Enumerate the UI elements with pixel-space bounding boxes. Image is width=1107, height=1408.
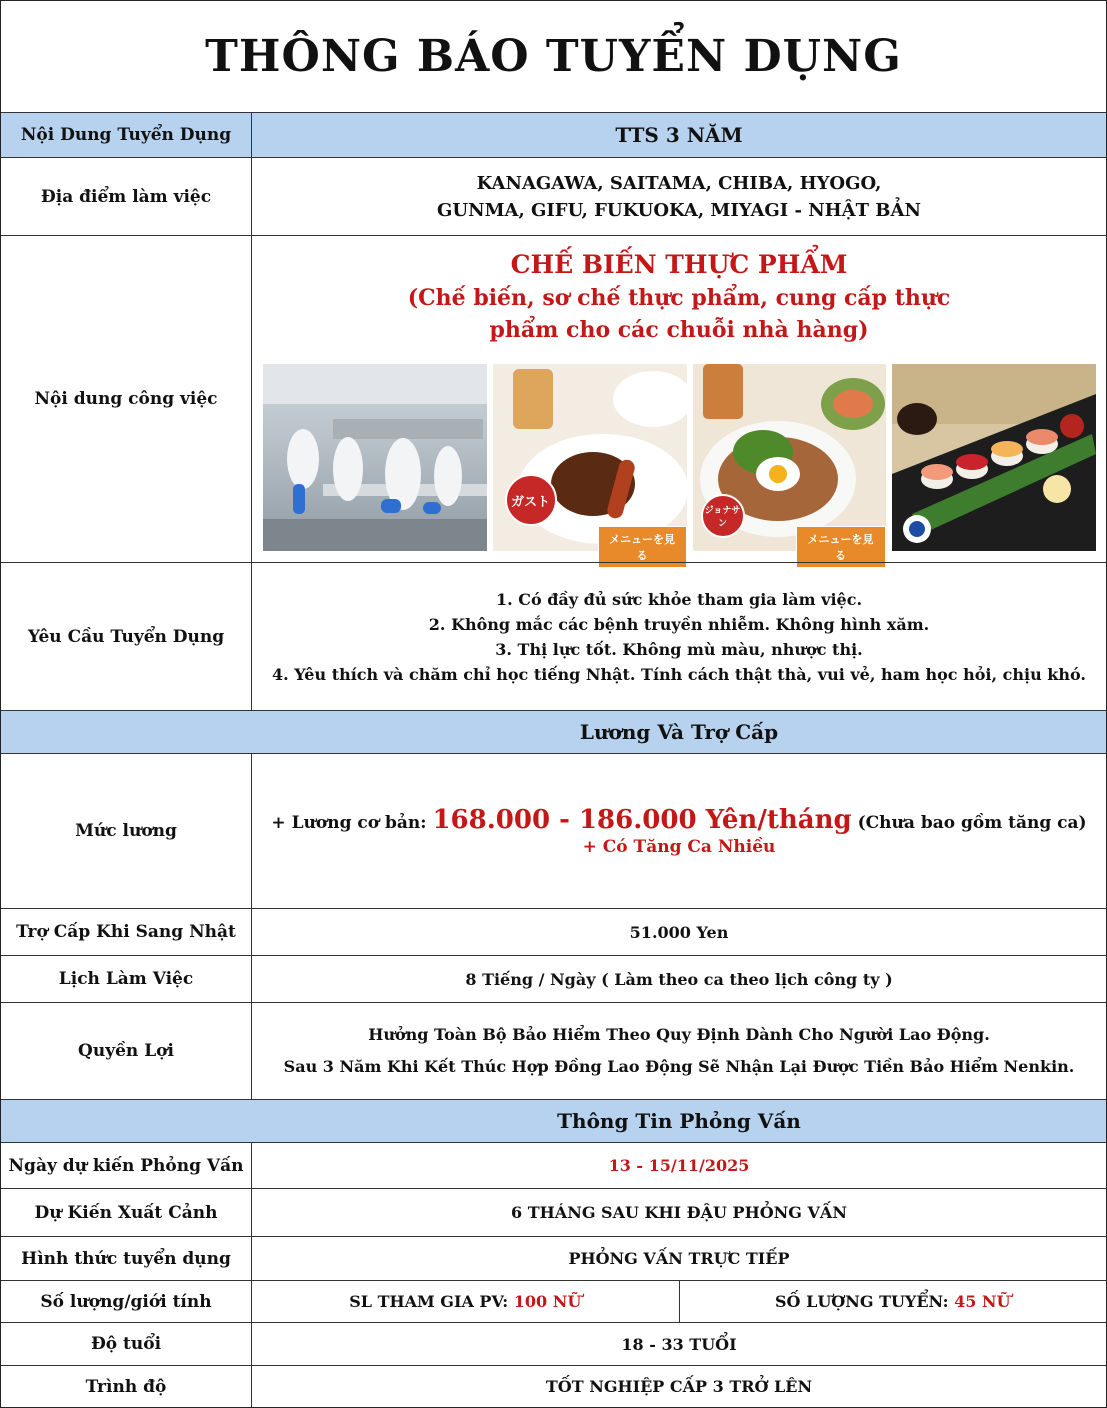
salary-header: Lương Và Trợ Cấp (252, 711, 1106, 753)
jonathan-logo: ジョナサン (701, 494, 745, 538)
location-line-2: GUNMA, GIFU, FUKUOKA, MIYAGI - NHẬT BẢN (437, 199, 921, 221)
sushi-photo (892, 364, 1096, 551)
job-photos (263, 364, 1096, 562)
requirement-item: 2. Không mắc các bệnh truyền nhiễm. Không hình xăm. (428, 614, 930, 634)
salary-line (271, 805, 1086, 835)
salary-header-blank (1, 711, 252, 753)
requirement-item: 3. Thị lực tốt. Không mù màu, nhược thị. (495, 639, 863, 659)
row-interview-date (1, 1142, 1106, 1188)
requirements-label: Yêu Cầu Tuyển Dụng (1, 563, 252, 710)
menu-tag-1: メニューを見る (598, 526, 687, 568)
salary-amount: 168.000 - 186.000 Yên/tháng (432, 805, 852, 835)
job-subtitle-2: phẩm cho các chuỗi nhà hàng) (489, 317, 869, 343)
benefits-value (252, 1003, 1106, 1099)
row-recruit-form (1, 1236, 1106, 1280)
participants-label: SL THAM GIA PV: (349, 1292, 509, 1311)
rice-bowl-photo (693, 364, 886, 562)
quantity-label: Số lượng/giới tính (1, 1281, 252, 1322)
salary-prefix: + Lương cơ bản: (271, 813, 433, 833)
row-salary-header (1, 710, 1106, 753)
recruit-label: Nội Dung Tuyển Dụng (1, 113, 252, 157)
row-departure (1, 1188, 1106, 1236)
row-schedule (1, 955, 1106, 1002)
location-line-1: KANAGAWA, SAITAMA, CHIBA, HYOGO, (476, 172, 882, 194)
allowance-value: 51.000 Yen (629, 922, 729, 942)
gusto-logo: ガスト (505, 474, 557, 526)
row-salary (1, 753, 1106, 908)
age-label: Độ tuổi (1, 1323, 252, 1365)
location-label: Địa điểm làm việc (1, 158, 252, 235)
benefit-line-1: Hưởng Toàn Bộ Bảo Hiểm Theo Quy Định Dành Cho Người Lao Động. (368, 1025, 990, 1044)
schedule-label: Lịch Làm Việc (1, 956, 252, 1002)
interview-header-blank (1, 1100, 252, 1142)
participants-value: 100 NỮ (513, 1292, 582, 1311)
education-label: Trình độ (1, 1366, 252, 1407)
menu-tag-2: メニューを見る (796, 526, 886, 568)
row-recruit-content (1, 112, 1106, 157)
participants-cell (252, 1281, 680, 1322)
schedule-value: 8 Tiếng / Ngày ( Làm theo ca theo lịch công ty ) (465, 969, 893, 989)
form-value: PHỎNG VẤN TRỰC TIẾP (568, 1249, 790, 1268)
row-job-content (1, 235, 1106, 562)
page-title: THÔNG BÁO TUYỂN DỤNG (205, 31, 902, 82)
job-label: Nội dung công việc (1, 236, 252, 562)
row-benefits (1, 1002, 1106, 1099)
hiring-label: SỐ LƯỢNG TUYỂN: (775, 1292, 949, 1311)
location-value (252, 158, 1106, 235)
departure-label: Dự Kiến Xuất Cảnh (1, 1189, 252, 1236)
overtime-note: + Có Tăng Ca Nhiều (582, 837, 776, 857)
factory-photo (263, 364, 487, 551)
row-requirements (1, 562, 1106, 710)
interview-header: Thông Tin Phỏng Vấn (252, 1100, 1106, 1142)
departure-value: 6 THÁNG SAU KHI ĐẬU PHỎNG VẤN (511, 1203, 847, 1222)
salary-value (252, 754, 1106, 908)
education-value: TỐT NGHIỆP CẤP 3 TRỞ LÊN (545, 1377, 813, 1396)
requirement-item: 1. Có đầy đủ sức khỏe tham gia làm việc. (495, 589, 863, 609)
row-allowance (1, 908, 1106, 955)
requirements-value (252, 563, 1106, 710)
salary-label: Mức lương (1, 754, 252, 908)
requirement-item: 4. Yêu thích và chăm chỉ học tiếng Nhật. Tính cách thật thà, vui vẻ, ham học hỏi, chịu khó. (272, 664, 1086, 684)
job-value (252, 236, 1106, 562)
hamburg-photo (493, 364, 687, 562)
interview-date-value: 13 - 15/11/2025 (608, 1156, 750, 1175)
job-subtitle-1: (Chế biến, sơ chế thực phẩm, cung cấp thực (407, 285, 951, 311)
row-interview-header (1, 1099, 1106, 1142)
interview-date-label: Ngày dự kiến Phỏng Vấn (1, 1143, 252, 1188)
row-age (1, 1322, 1106, 1365)
form-label: Hình thức tuyển dụng (1, 1237, 252, 1280)
recruit-value: TTS 3 NĂM (252, 113, 1106, 157)
hiring-value: 45 NỮ (954, 1292, 1011, 1311)
row-location (1, 157, 1106, 235)
allowance-label: Trợ Cấp Khi Sang Nhật (1, 909, 252, 955)
row-education (1, 1365, 1106, 1407)
age-value: 18 - 33 TUỔI (621, 1334, 737, 1354)
salary-suffix: (Chưa bao gồm tăng ca) (851, 813, 1087, 833)
benefits-label: Quyền Lợi (1, 1003, 252, 1099)
hiring-cell (680, 1281, 1107, 1322)
row-quantity (1, 1280, 1106, 1322)
benefit-line-2: Sau 3 Năm Khi Kết Thúc Hợp Đồng Lao Động Sẽ Nhận Lại Được Tiền Bảo Hiểm Nenkin. (283, 1057, 1075, 1076)
job-title: CHẾ BIẾN THỰC PHẨM (510, 250, 848, 279)
quantity-split (252, 1281, 1106, 1322)
